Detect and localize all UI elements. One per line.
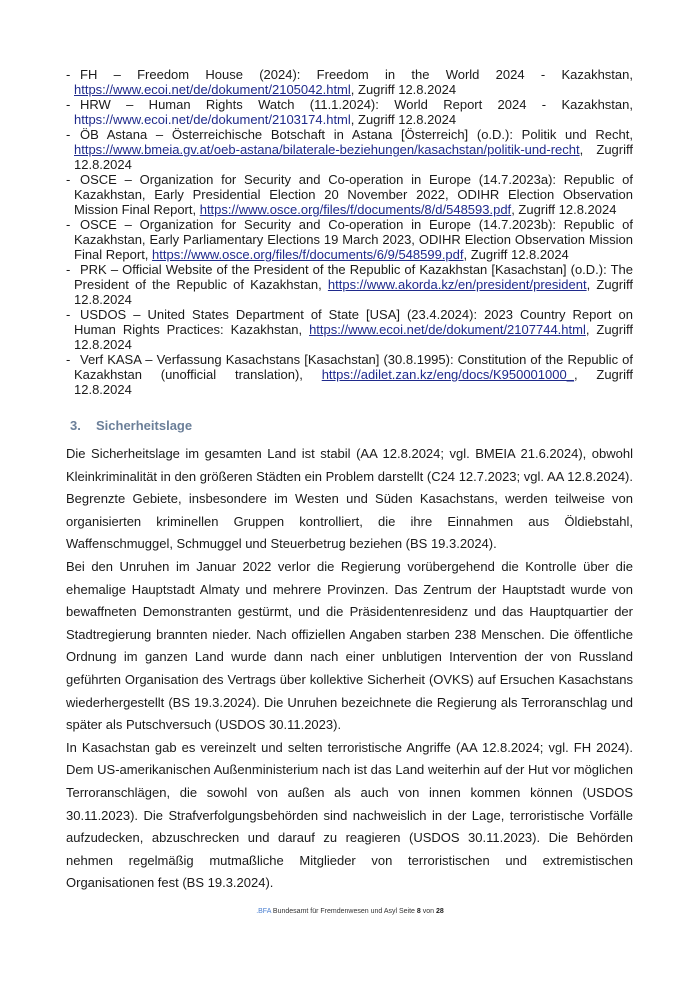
page-number-total: 28 <box>436 908 444 915</box>
reference-text: Verf KASA – Verfassung Kasachstans [Kasachstan] (30.8.1995): Constitution of the Republic of Kazakhstan (unofficial translation), <box>74 352 633 382</box>
reference-link[interactable]: https://www.ecoi.net/de/dokument/2105042.html <box>74 82 351 97</box>
reference-link[interactable]: https://www.osce.org/files/f/documents/6/9/548599.pdf <box>152 247 464 262</box>
body-paragraph: Die Sicherheitslage im gesamten Land ist stabil (AA 12.8.2024; vgl. BMEIA 21.6.2024), obwohl Kleinkriminalität in den größeren Städten ein Problem darstellt (C24 12.7.2023; vgl. AA 12.8.2024). Begrenzte Gebiete, insbesondere im Westen und Süden Kasachstans, werden teilweise von organisierten kriminellen Gruppen kontrolliert, die ihre Einnahmen aus Öldiebstahl, Waffenschmuggel, Schmuggel und Steuerbetrug beziehen (BS 19.3.2024). <box>66 446 633 552</box>
body-paragraph: Bei den Unruhen im Januar 2022 verlor die Regierung vorübergehend die Kontrolle über die ehemalige Hauptstadt Almaty und mehrere Provinzen. Das Zentrum der Hauptstadt wurde von bewaffneten Demonstranten gestürmt, und die Präsidentenresidenz und das Hauptquartier der Stadtregierung brannten nieder. Nach offiziellen Angaben starben 238 Menschen. Die öffentliche Ordnung im ganzen Land wurde dann nach einer unblutigen Intervention der von Russland geführten Organisation des Vertrags über kollektive Sicherheit (OVKS) auf Ersuchen Kasachstans wiederhergestellt (BS 19.3.2024). Die Unruhen bezeichnete die Regierung als Terroranschlag und später als Putschversuch (USDOS 30.11.2023). <box>66 558 633 733</box>
bfa-logo-text: .BFA <box>256 908 271 915</box>
reference-access-date: , Zugriff 12.8.2024 <box>74 142 633 172</box>
document-page <box>66 67 633 895</box>
page-footer <box>0 907 700 916</box>
bullet-dash: - <box>66 172 71 187</box>
reference-link[interactable]: https://www.osce.org/files/f/documents/8/d/548593.pdf <box>199 202 512 217</box>
reference-text: FH – Freedom House (2024): Freedom in the World 2024 - Kazakhstan, <box>80 67 633 82</box>
reference-link[interactable]: https://www.akorda.kz/en/president/president <box>327 277 587 292</box>
bullet-dash: - <box>66 262 71 277</box>
reference-item <box>66 67 633 97</box>
bullet-dash: - <box>66 307 71 322</box>
reference-item <box>66 127 633 172</box>
reference-text: OSCE – Organization for Security and Co-operation in Europe (14.7.2023a): Republic of Kazakhstan, Early Presidential Election 20 November 2022, ODIHR Election Observation Mission Final Report, <box>74 172 633 217</box>
reference-text: ÖB Astana – Österreichische Botschaft in Astana [Österreich] (o.D.): Politik und Recht, <box>80 127 633 142</box>
reference-access-date: , Zugriff 12.8.2024 <box>463 247 569 262</box>
bullet-dash: - <box>66 67 71 82</box>
reference-link[interactable]: https://www.ecoi.net/de/dokument/2103174.html <box>74 112 351 127</box>
reference-text: OSCE – Organization for Security and Co-operation in Europe (14.7.2023b): Republic of Kazakhstan, Early Parliamentary Elections 19 March 2023, ODIHR Election Observation Mission Final Report, <box>74 217 633 262</box>
body-paragraph: In Kasachstan gab es vereinzelt und selten terroristische Angriffe (AA 12.8.2024; vgl. FH 2024). Dem US-amerikanischen Außenministerium nach ist das Land weiterhin auf der Hut vor möglichen Terroranschlägen, die sowohl von außen als auch von innen kommen können (USDOS 30.11.2023). Die Strafverfolgungsbehörden sind nachweislich in der Lage, terroristische Vorfälle aufzudecken, abzuschrecken und darauf zu reagieren (USDOS 30.11.2023). Die Behörden nehmen regelmäßig mutmaßliche Mitglieder von terroristischen und extremistischen Organisationen fest (BS 19.3.2024). <box>66 739 633 891</box>
reference-text: PRK – Official Website of the President of the Republic of Kazakhstan [Kasachstan] (o.D.): The President of the Republic of Kazakhstan, <box>74 262 633 292</box>
reference-access-date: , Zugriff 12.8.2024 <box>511 202 617 217</box>
section-number: 3. <box>70 418 81 433</box>
reference-text: HRW – Human Rights Watch (11.1.2024): World Report 2024 - Kazakhstan, <box>80 97 633 112</box>
reference-access-date: , Zugriff 12.8.2024 <box>74 277 633 307</box>
reference-item <box>66 97 633 127</box>
reference-link[interactable]: https://adilet.zan.kz/eng/docs/K950001000_ <box>321 367 574 382</box>
reference-access-date: , Zugriff 12.8.2024 <box>350 82 457 97</box>
reference-item <box>66 172 633 217</box>
footer-agency: Bundesamt für Fremdenwesen und Asyl Seite <box>270 908 417 915</box>
bullet-dash: - <box>66 97 71 112</box>
reference-item <box>66 307 633 352</box>
reference-list <box>66 67 633 397</box>
reference-item <box>66 352 633 397</box>
reference-access-date: , Zugriff 12.8.2024 <box>74 367 633 397</box>
reference-link[interactable]: https://www.ecoi.net/de/dokument/2107744.html <box>309 322 586 337</box>
reference-item <box>66 262 633 307</box>
reference-text: USDOS – United States Department of State [USA] (23.4.2024): 2023 Country Report on Human Rights Practices: Kazakhstan, <box>74 307 633 337</box>
bullet-dash: - <box>66 127 71 142</box>
section-heading <box>66 416 633 436</box>
reference-item <box>66 217 633 262</box>
section-title: Sicherheitslage <box>96 418 193 433</box>
page-number-separator: von <box>420 908 436 915</box>
reference-link[interactable]: https://www.bmeia.gv.at/oeb-astana/bilaterale-beziehungen/kasachstan/politik-und-recht <box>74 142 580 157</box>
bullet-dash: - <box>66 217 71 232</box>
bullet-dash: - <box>66 352 71 367</box>
section-body <box>66 443 633 895</box>
reference-access-date: , Zugriff 12.8.2024 <box>350 112 457 127</box>
page-number-current: 8 <box>416 908 421 915</box>
reference-access-date: , Zugriff 12.8.2024 <box>74 322 633 352</box>
